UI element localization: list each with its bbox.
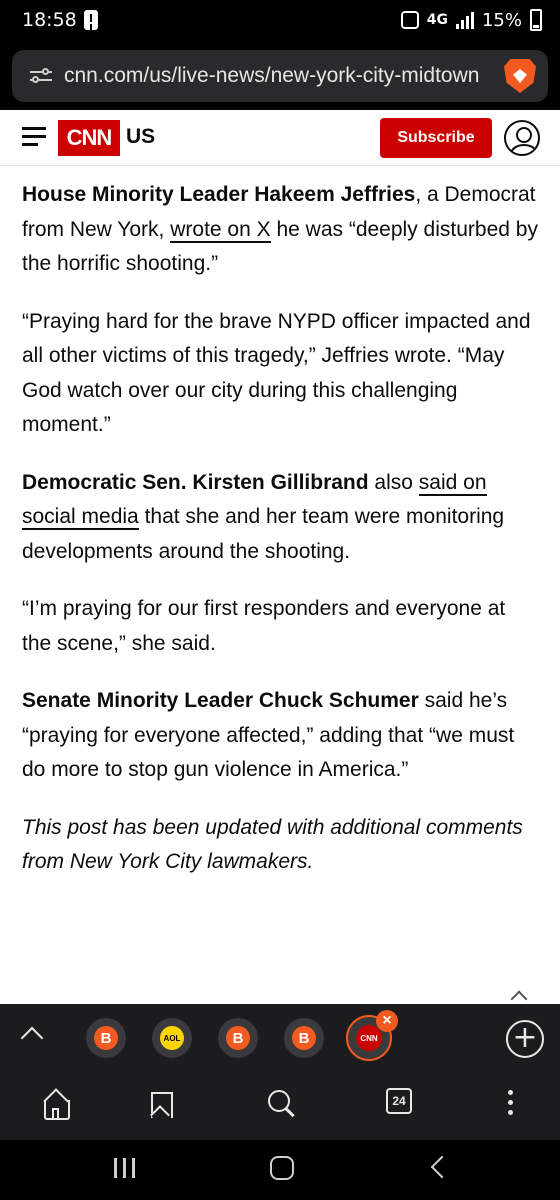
battery-percent: 15% bbox=[481, 9, 522, 31]
paragraph-bold-lead: House Minority Leader Hakeem Jeffries bbox=[22, 183, 416, 206]
cnn-logo[interactable]: CNN bbox=[58, 120, 120, 156]
article-paragraph bbox=[22, 466, 538, 570]
aol-favicon-icon: AOL bbox=[160, 1026, 184, 1050]
back-icon[interactable] bbox=[431, 1156, 454, 1179]
more-menu-icon[interactable] bbox=[508, 1088, 514, 1118]
subscribe-button[interactable]: Subscribe bbox=[380, 118, 492, 158]
browser-toolbar bbox=[0, 1070, 560, 1140]
social-media-link[interactable]: said on social media bbox=[22, 470, 487, 528]
address-bar[interactable] bbox=[12, 50, 548, 102]
paragraph-text: said he’s “praying for everyone affected,” adding that “we must do more to stop gun violence in America.” bbox=[22, 689, 515, 781]
edition-label[interactable]: US bbox=[126, 125, 156, 148]
tab-thumb[interactable] bbox=[218, 1018, 258, 1058]
article-paragraph bbox=[22, 684, 538, 788]
paragraph-text: that she and her team were monitoring developments around the shooting. bbox=[22, 505, 505, 563]
new-tab-button[interactable]: + bbox=[506, 1020, 544, 1058]
expand-tabs-chevron-icon[interactable] bbox=[21, 1027, 44, 1050]
notification-icon bbox=[401, 11, 419, 29]
status-time: 18:58 bbox=[22, 9, 77, 31]
tab-thumb[interactable] bbox=[284, 1018, 324, 1058]
article-paragraph: “I’m praying for our first responders and everyone at the scene,” she said. bbox=[22, 597, 506, 655]
alert-icon bbox=[84, 10, 98, 30]
paragraph-text: also bbox=[368, 470, 419, 494]
browser-address-area bbox=[0, 44, 560, 110]
site-settings-icon[interactable] bbox=[30, 67, 52, 85]
paragraph-text: he was “deeply disturbed by the horrific shooting.” bbox=[22, 217, 538, 275]
update-note-text: This post has been updated with additional comments from New York City lawmakers. bbox=[22, 815, 523, 873]
update-note bbox=[22, 811, 538, 880]
site-header bbox=[0, 110, 560, 166]
tab-count-button[interactable]: 24 bbox=[386, 1088, 412, 1114]
brave-favicon-icon: B bbox=[226, 1026, 250, 1050]
system-nav-bar bbox=[0, 1140, 560, 1200]
bookmark-icon[interactable] bbox=[144, 1088, 176, 1120]
paragraph-text: , a Democrat from New York, bbox=[22, 183, 536, 241]
brave-favicon-icon: B bbox=[292, 1026, 316, 1050]
paragraph-bold-lead: Democratic Sen. Kirsten Gillibrand bbox=[22, 470, 369, 494]
tab-strip bbox=[0, 1004, 560, 1070]
status-bar bbox=[0, 0, 560, 44]
url-text[interactable]: cnn.com/us/live-news/new-york-city-midtown bbox=[64, 64, 480, 87]
close-tab-icon[interactable]: × bbox=[376, 1010, 398, 1032]
brave-favicon-icon: B bbox=[94, 1026, 118, 1050]
tab-thumb[interactable] bbox=[86, 1018, 126, 1058]
status-indicators bbox=[401, 9, 542, 31]
search-icon[interactable] bbox=[266, 1088, 298, 1120]
article-body bbox=[0, 166, 560, 1004]
wrote-on-x-link[interactable]: wrote on X bbox=[170, 217, 271, 241]
brave-shields-icon[interactable] bbox=[504, 59, 536, 93]
signal-icon bbox=[456, 11, 474, 29]
article-paragraph bbox=[22, 178, 538, 282]
article-paragraph: “Praying hard for the brave NYPD officer impacted and all other victims of this tragedy,” Jeffries wrote. “May God watch over our city during this challenging moment.” bbox=[22, 309, 531, 436]
hamburger-menu-icon[interactable] bbox=[22, 127, 46, 147]
paragraph-bold-lead: Senate Minority Leader Chuck Schumer bbox=[22, 689, 419, 712]
battery-icon bbox=[530, 9, 542, 31]
cnn-favicon-icon: CNN bbox=[356, 1025, 382, 1051]
network-type: 4G bbox=[426, 12, 448, 28]
tab-thumb[interactable] bbox=[152, 1018, 192, 1058]
home-button-icon[interactable] bbox=[270, 1156, 294, 1180]
home-icon[interactable] bbox=[40, 1088, 72, 1120]
account-icon[interactable] bbox=[504, 120, 540, 156]
scroll-to-top-icon[interactable] bbox=[508, 988, 532, 1004]
recent-apps-icon[interactable] bbox=[114, 1158, 136, 1178]
